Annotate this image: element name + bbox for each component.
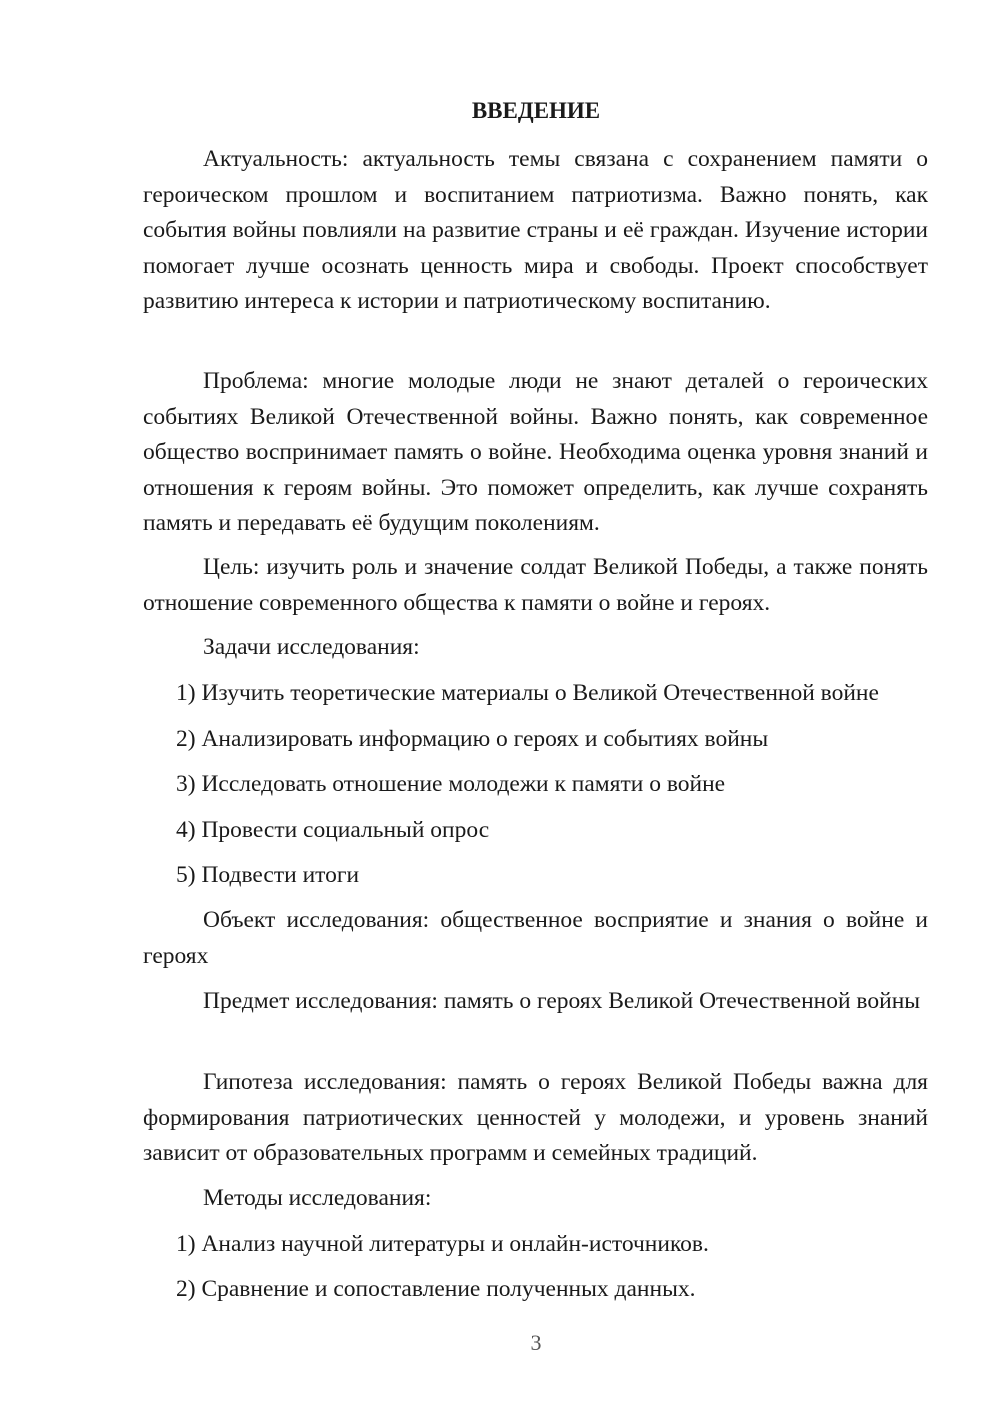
task-item-3: 3) Исследовать отношение молодежи к памяти о войне	[176, 771, 726, 797]
tasks-title: Задачи исследования:	[203, 634, 420, 660]
task-item-1: 1) Изучить теоретические материалы о Великой Отечественной войне	[176, 680, 879, 706]
task-item-2: 2) Анализировать информацию о героях и событиях войны	[176, 726, 769, 752]
method-item-1: 1) Анализ научной литературы и онлайн-источников.	[176, 1231, 709, 1257]
task-item-4: 4) Провести социальный опрос	[176, 817, 490, 843]
section-heading: ВВЕДЕНИЕ	[471, 98, 601, 123]
task-item-5: 5) Подвести итоги	[176, 862, 360, 888]
goal-paragraph: Цель: изучить роль и значение солдат Великой Победы, а также понять отношение современного общества к памяти о войне и героях.	[143, 554, 928, 616]
subject-paragraph: Предмет исследования: память о героях Великой Отечественной войны	[203, 988, 921, 1014]
hypothesis-paragraph: Гипотеза исследования: память о героях Великой Победы важна для формирования патриотических ценностей у молодежи, и уровень знаний зависит от образовательных программ и семейных традиций.	[143, 1069, 928, 1166]
relevance-paragraph: Актуальность: актуальность темы связана с сохранением памяти о героическом прошлом и воспитанием патриотизма. Важно понять, как события войны повлияли на развитие страны и её граждан. Изучение истории помогает лучше осознать ценность мира и свободы. Проект способствует развитию интереса к истории и патриотическому воспитанию.	[143, 146, 928, 314]
page-number: 3	[530, 1330, 542, 1355]
methods-title: Методы исследования:	[203, 1185, 432, 1211]
method-item-2: 2) Сравнение и сопоставление полученных данных.	[176, 1276, 696, 1302]
object-paragraph: Объект исследования: общественное восприятие и знания о войне и героях	[143, 907, 928, 969]
problem-paragraph: Проблема: многие молодые люди не знают деталей о героических событиях Великой Отечественной войны. Важно понять, как современное общество воспринимает память о войне. Необходима оценка уровня знаний и отношения к героям войны. Это поможет определить, как лучше сохранять память и передавать её будущим поколениям.	[143, 368, 928, 536]
